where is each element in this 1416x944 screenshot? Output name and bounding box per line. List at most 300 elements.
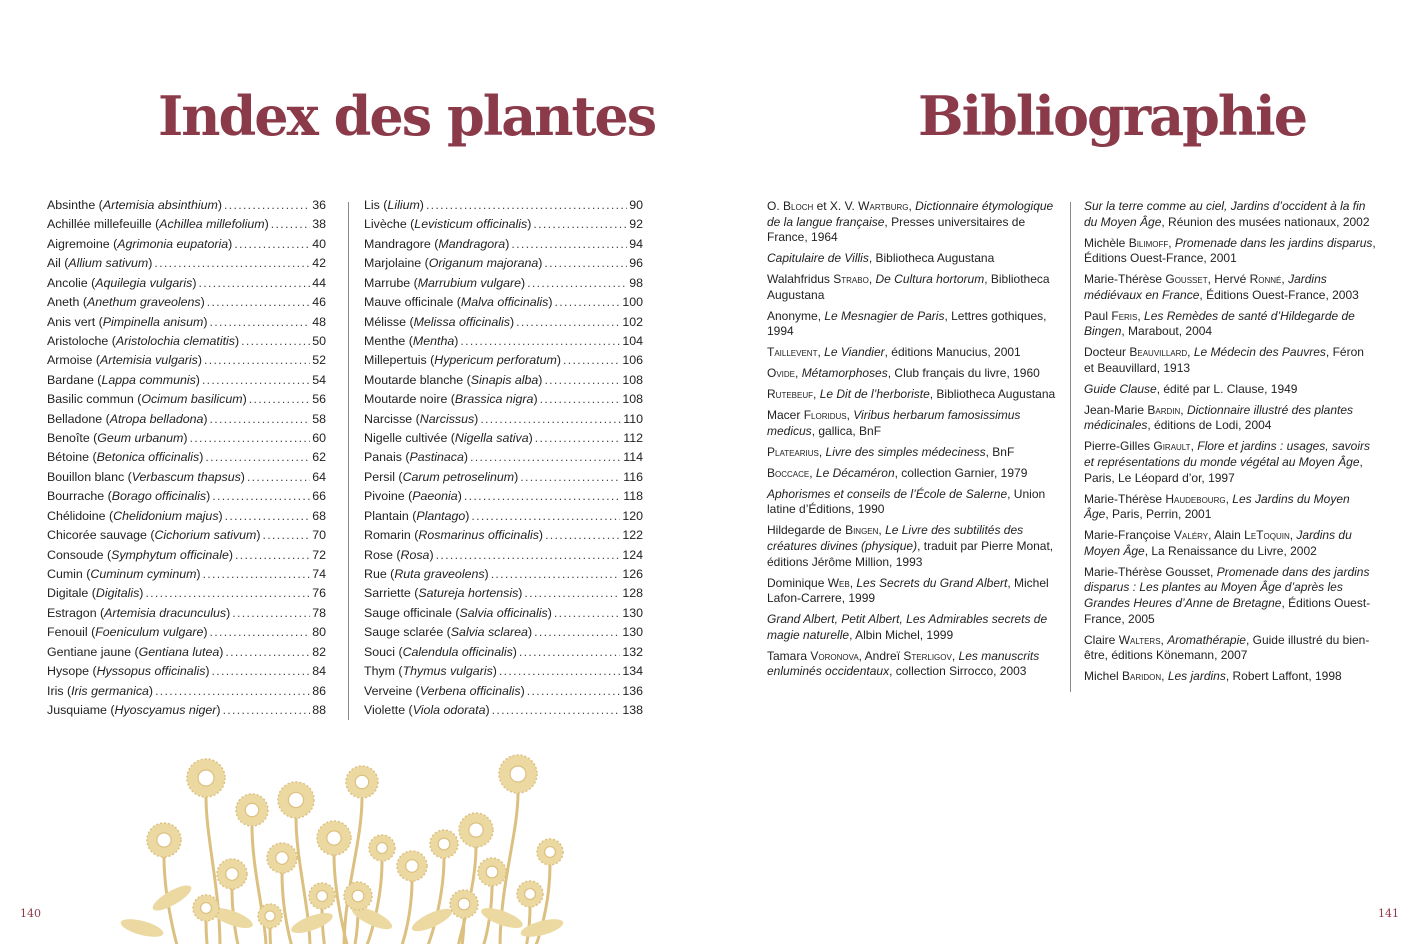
plant-name: Cumin xyxy=(47,567,83,582)
plant-latin-name: Levisticum officinalis xyxy=(414,217,528,232)
dot-leader xyxy=(208,412,311,426)
bibliography-text: Paul xyxy=(1084,308,1112,323)
index-entry: Cumin (Cuminum cyminum) ..... 74 xyxy=(47,567,326,586)
plant-latin-name: Chelidonium majus xyxy=(113,508,219,523)
flower-stem xyxy=(426,858,444,944)
bibliography-entry xyxy=(767,272,1057,303)
bibliography-title-text: Promenade dans des jardins disparus : Les plantes au Moyen Âge d’après les Grandes Heures d’Anne de Bretagne xyxy=(1084,564,1370,610)
index-entry: Rue (Ruta graveolens) ..... 126 xyxy=(364,567,643,586)
dot-leader xyxy=(223,645,310,659)
dot-leader xyxy=(489,567,621,581)
plant-latin-name: Hyssopus officinalis xyxy=(96,664,206,679)
flower-stem xyxy=(282,873,296,944)
plant-latin-name: Mentha xyxy=(412,333,455,348)
index-entry: Sauge sclarée (Salvia sclarea) ..... 130 xyxy=(364,625,643,644)
bibliography-title-text: Aromathérapie xyxy=(1167,632,1246,647)
plant-latin-name: Digitalis xyxy=(95,586,140,601)
dot-leader xyxy=(222,198,310,212)
index-entry: Bétoine (Betonica officinalis) ..... 62 xyxy=(47,450,326,469)
dot-leader xyxy=(517,645,620,659)
plant-name: Anis vert xyxy=(47,314,96,329)
bibliography-text: Michel xyxy=(1084,669,1123,684)
author-name: Rutebeuf xyxy=(767,387,814,402)
bibliography-entry xyxy=(767,199,1057,246)
index-entry: Chicorée sauvage (Cichorium sativum) ..... 70 xyxy=(47,528,326,547)
plant-name: Bardane xyxy=(47,372,94,387)
index-entry: Gentiane jaune (Gentiana lutea) ..... 82 xyxy=(47,645,326,664)
plant-page-number: 36 xyxy=(312,198,326,212)
plant-page-number: 64 xyxy=(312,469,326,484)
dot-leader xyxy=(152,256,310,270)
index-entry: Iris (Iris germanica) ..... 86 xyxy=(47,684,326,703)
plant-name: Benoîte xyxy=(47,431,90,446)
flower-center xyxy=(406,860,419,873)
bibliography-entry xyxy=(1084,272,1376,303)
bibliography-text: , collection Sirrocco, 2003 xyxy=(889,664,1027,679)
author-name: Strabo xyxy=(833,272,869,287)
bibliography-text: , xyxy=(1225,491,1233,506)
bibliography-title-text: Les Secrets du Grand Albert xyxy=(856,575,1008,590)
plant-name: Iris xyxy=(47,683,64,698)
bibliography-title-text: Jardins du Moyen Âge xyxy=(1084,528,1352,558)
dot-leader xyxy=(261,528,311,542)
index-title: Index des plantes xyxy=(158,84,656,148)
bibliography-text: Anonyme, xyxy=(767,308,825,323)
bibliography-entry xyxy=(767,649,1057,680)
dot-leader xyxy=(525,276,627,290)
flower-center xyxy=(201,903,212,914)
plant-page-number: 92 xyxy=(629,217,643,232)
bibliography-text: , éditions de Lodi, 2004 xyxy=(1147,418,1272,433)
leaf xyxy=(289,909,335,937)
dot-leader xyxy=(245,470,310,484)
bibliography-title-text: Jardins médiévaux en France xyxy=(1084,272,1327,302)
author-name: Baridon xyxy=(1122,669,1162,684)
dot-leader xyxy=(509,237,627,251)
plant-latin-name: Iris germanica xyxy=(71,683,149,698)
plant-latin-name: Pimpinella anisum xyxy=(102,314,204,329)
plant-name: Gentiane jaune xyxy=(47,644,132,659)
bibliography-text: , xyxy=(1168,235,1175,250)
plant-page-number: 70 xyxy=(312,528,326,543)
index-column-1 xyxy=(47,198,326,722)
index-entry: Marjolaine (Origanum majorana) ..... 96 xyxy=(364,256,643,275)
leaf xyxy=(119,916,165,941)
plant-latin-name: Melissa officinalis xyxy=(413,314,510,329)
author-name: Web xyxy=(827,575,850,590)
page-number-right: 141 xyxy=(1378,907,1399,920)
plant-page-number: 82 xyxy=(312,644,326,659)
bibliography-entry xyxy=(1084,309,1376,340)
plant-latin-name: Satureja hortensis xyxy=(418,586,519,601)
index-entry: Achillée millefeuille (Achillea millefolium) ..... 38 xyxy=(47,217,326,236)
plant-page-number: 126 xyxy=(622,567,643,582)
flower-stem xyxy=(344,798,362,944)
plant-page-number: 68 xyxy=(312,508,326,523)
dot-leader xyxy=(542,373,620,387)
bibliography-entry xyxy=(767,387,1057,403)
plant-latin-name: Aristolochia clematitis xyxy=(115,333,236,348)
bibliography-title-text: Livre des simples médeciness xyxy=(825,444,986,459)
plant-latin-name: Artemisia vulgaris xyxy=(100,353,198,368)
dot-leader xyxy=(233,548,310,562)
plant-page-number: 72 xyxy=(312,547,326,562)
index-entry: Ail (Allium sativum) ..... 42 xyxy=(47,256,326,275)
bibliography-text: , xyxy=(1137,308,1145,323)
bibliography-title-text: Le Médecin des Pauvres xyxy=(1193,345,1326,360)
bibliography-text: , Albin Michel, 1999 xyxy=(849,627,954,642)
plant-name: Mauve officinale xyxy=(364,295,454,310)
dot-leader xyxy=(469,509,620,523)
bibliography-entry xyxy=(1084,345,1376,376)
bibliography-text: , xyxy=(878,523,886,538)
plant-page-number: 86 xyxy=(312,683,326,698)
bibliography-entry xyxy=(767,408,1057,439)
dot-leader xyxy=(424,198,627,212)
plant-page-number: 40 xyxy=(312,236,326,251)
flower-center xyxy=(469,823,483,837)
plant-latin-name: Ruta graveolens xyxy=(394,567,485,582)
plant-latin-name: Betonica officinalis xyxy=(96,450,200,465)
index-entry: Verveine (Verbena officinalis) ..... 136 xyxy=(364,684,643,703)
bibliography-entry xyxy=(767,612,1057,643)
index-entry: Sarriette (Satureja hortensis) ..... 128 xyxy=(364,586,643,605)
bibliography-entry xyxy=(767,366,1057,382)
plant-name: Mandragore xyxy=(364,236,431,251)
dot-leader xyxy=(247,392,311,406)
dot-leader xyxy=(514,315,620,329)
flower-center xyxy=(510,766,526,782)
bibliography-text: , xyxy=(813,387,820,402)
plant-latin-name: Sinapis alba xyxy=(470,372,539,387)
plant-page-number: 52 xyxy=(312,353,326,368)
bibliography-text: , Paris, Perrin, 2001 xyxy=(1105,507,1212,522)
plant-page-number: 60 xyxy=(312,431,326,446)
bibliography-text: Claire xyxy=(1084,632,1119,647)
plant-name: Souci xyxy=(364,644,395,659)
plant-page-number: 136 xyxy=(622,683,643,698)
plant-latin-name: Anethum graveolens xyxy=(86,295,201,310)
author-name: Taillevent xyxy=(767,345,818,360)
bibliography-title-text: Le Viandier xyxy=(824,345,885,360)
dot-leader xyxy=(223,509,311,523)
bibliography-text: , xyxy=(795,366,802,381)
bibliography-title-text: Le Livre des subtilités des créatures divines (physique) xyxy=(767,523,1024,553)
plant-page-number: 130 xyxy=(622,605,643,620)
flower-center xyxy=(438,838,450,850)
bibliography-text: , Éditions Ouest-France, 2005 xyxy=(1084,595,1371,626)
bibliography-title-text: Viribus herbarum famosissimus medicus xyxy=(767,408,1021,438)
bibliography-text: , xyxy=(868,272,876,287)
plant-page-number: 98 xyxy=(629,275,643,290)
dot-leader xyxy=(462,489,621,503)
plant-name: Bourrache xyxy=(47,489,105,504)
index-entry: Marrube (Marrubium vulgare) ..... 98 xyxy=(364,276,643,295)
plant-latin-name: Lilium xyxy=(387,198,420,212)
index-entry: Livèche (Levisticum officinalis) ..... 92 xyxy=(364,217,643,236)
dot-leader xyxy=(203,450,310,464)
flower-center xyxy=(288,792,303,807)
flower-center xyxy=(226,868,239,881)
bibliography-text: , Marabout, 2004 xyxy=(1121,324,1213,339)
author-name: Walters xyxy=(1118,632,1161,647)
bibliography-text: , Michel Lafon-Carrere, 1999 xyxy=(767,575,1049,606)
dot-leader xyxy=(552,606,620,620)
bibliography-text: , xyxy=(809,465,816,480)
bibliography-column-1 xyxy=(767,199,1057,685)
bibliography-text: , éditions Manucius, 2001 xyxy=(884,345,1021,360)
author-name: Platearius xyxy=(767,444,819,459)
dot-leader xyxy=(230,606,310,620)
yellow-flowers-illustration xyxy=(112,748,572,944)
bibliography-text: , Robert Laffont, 1998 xyxy=(1225,669,1342,684)
bibliography-text: , Guide illustré du bien-être, éditions Könemann, 2007 xyxy=(1084,632,1370,663)
author-name: Sterligov xyxy=(903,648,952,663)
dot-leader xyxy=(497,664,620,678)
index-entry: Belladone (Atropa belladona) ..... 58 xyxy=(47,412,326,431)
flower-center xyxy=(486,866,498,878)
bibliography-text: Docteur xyxy=(1084,345,1130,360)
plant-latin-name: Paeonia xyxy=(412,489,458,504)
flower-center xyxy=(157,833,171,847)
bibliography-text: , Bibliotheca Augustana xyxy=(868,251,995,266)
bibliography-text: , Alain xyxy=(1208,528,1245,543)
bibliography-text: , xyxy=(951,648,959,663)
dot-leader xyxy=(205,295,310,309)
dot-leader xyxy=(531,217,627,231)
plant-page-number: 78 xyxy=(312,605,326,620)
index-entry: Thym (Thymus vulgaris) ..... 134 xyxy=(364,664,643,683)
bibliography-title-text: Grand Albert, Petit Albert, Les Admirables secrets de magie naturelle xyxy=(767,612,1048,642)
plant-latin-name: Achillea millefolium xyxy=(159,217,265,232)
index-entry: Basilic commun (Ocimum basilicum) ..... 56 xyxy=(47,392,326,411)
author-name: LeToquin xyxy=(1244,528,1290,543)
plant-page-number: 80 xyxy=(312,625,326,640)
plant-latin-name: Calendula officinalis xyxy=(402,644,513,659)
index-entry: Benoîte (Geum urbanum) ..... 60 xyxy=(47,431,326,450)
bibliography-title-text: Sur la terre comme au ciel, Jardins d’occident à la fin du Moyen Âge xyxy=(1084,199,1366,229)
plant-page-number: 108 xyxy=(622,392,643,407)
plant-latin-name: Borago officinalis xyxy=(111,489,207,504)
plant-name: Belladone xyxy=(47,411,103,426)
plant-latin-name: Geum urbanum xyxy=(97,431,184,446)
index-entry: Romarin (Rosmarinus officinalis) ..... 122 xyxy=(364,528,643,547)
plant-page-number: 54 xyxy=(312,372,326,387)
bibliography-entry xyxy=(767,309,1057,340)
bibliography-text: , Féron et Beauvillard, 1913 xyxy=(1084,345,1364,375)
bibliography-title-text: Guide Clause xyxy=(1084,381,1157,396)
bibliography-title-text: Métamorphoses xyxy=(801,366,888,381)
plant-name: Armoise xyxy=(47,353,93,368)
author-name: Valéry xyxy=(1174,528,1209,543)
dot-leader xyxy=(153,684,310,698)
plant-name: Consoude xyxy=(47,547,104,562)
dot-leader xyxy=(478,412,621,426)
author-name: Voronova xyxy=(810,648,859,663)
plant-page-number: 84 xyxy=(312,664,326,679)
flower-center xyxy=(525,889,536,900)
plant-latin-name: Carum petroselinum xyxy=(402,469,515,484)
plant-page-number: 134 xyxy=(622,664,643,679)
dot-leader xyxy=(533,431,621,445)
index-entry: Consoude (Symphytum officinale) ..... 72 xyxy=(47,548,326,567)
plant-page-number: 138 xyxy=(622,702,643,717)
plant-name: Digitale xyxy=(47,586,89,601)
author-name: Haudebourg xyxy=(1165,491,1226,506)
plant-latin-name: Atropa belladona xyxy=(109,411,204,426)
bibliography-text: Marie-Thérèse Gousset, xyxy=(1084,564,1217,579)
bibliography-entry xyxy=(1084,492,1376,523)
bibliography-entry xyxy=(1084,669,1376,685)
plant-latin-name: Hypericum perforatum xyxy=(434,353,557,368)
bibliography-text: , xyxy=(1187,345,1194,360)
author-name: Feris xyxy=(1111,308,1138,323)
flower-stem xyxy=(270,928,284,944)
plant-name: Narcisse xyxy=(364,411,413,426)
plant-page-number: 114 xyxy=(623,450,643,465)
bibliography-entry xyxy=(1084,439,1376,486)
plant-latin-name: Lappa communis xyxy=(101,372,196,387)
bibliography-title-text: Le Dit de l’herboriste xyxy=(819,387,930,402)
plant-latin-name: Foeniculum vulgare xyxy=(95,625,204,640)
author-name: Gousset xyxy=(1165,272,1208,287)
bibliography-entry xyxy=(1084,403,1376,434)
bibliography-text: , xyxy=(849,575,857,590)
bibliography-entry xyxy=(767,251,1057,267)
bibliography-text: , Presses universitaires de France, 1964 xyxy=(767,214,1026,245)
plant-page-number: 44 xyxy=(312,275,326,290)
author-name: Boccace xyxy=(767,465,810,480)
bibliography-text: , Hervé xyxy=(1207,272,1250,287)
bibliography-text: , Lettres gothiques, 1994 xyxy=(767,308,1047,339)
dot-leader xyxy=(468,450,621,464)
plant-name: Moutarde blanche xyxy=(364,372,464,387)
plant-page-number: 118 xyxy=(623,489,643,504)
bibliography-text: , Paris, Le Léopard d’or, 1997 xyxy=(1084,455,1363,485)
bibliography-title-text: Capitulaire de Villis xyxy=(767,251,869,266)
flower-center xyxy=(327,831,341,845)
plant-name: Plantain xyxy=(364,508,409,523)
plant-name: Aneth xyxy=(47,295,80,310)
plant-page-number: 90 xyxy=(629,198,643,212)
plant-latin-name: Verbascum thapsus xyxy=(131,469,241,484)
plant-page-number: 120 xyxy=(622,508,643,523)
index-entry: Absinthe (Artemisia absinthium) ..... 36 xyxy=(47,198,326,217)
index-entry: Moutarde blanche (Sinapis alba) ..... 108 xyxy=(364,373,643,392)
bibliography-title: Bibliographie xyxy=(918,84,1307,148)
index-entry: Ancolie (Aquilegia vulgaris) ..... 44 xyxy=(47,276,326,295)
bibliography-title-text: Dictionnaire étymologique de la langue française xyxy=(767,199,1054,229)
plant-name: Ancolie xyxy=(47,275,88,290)
index-entry: Mauve officinale (Malva officinalis) ..... 100 xyxy=(364,295,643,314)
plant-latin-name: Plantago xyxy=(416,508,466,523)
plant-name: Moutarde noire xyxy=(364,392,448,407)
bibliography-title-text: Promenade dans les jardins disparus xyxy=(1174,235,1373,250)
dot-leader xyxy=(210,489,310,503)
plant-latin-name: Ocimum basilicum xyxy=(141,392,243,407)
bibliography-entry xyxy=(1084,199,1376,230)
index-entry: Narcisse (Narcissus) ..... 110 xyxy=(364,412,643,431)
bibliography-text: Dominique xyxy=(767,575,828,590)
index-entry: Pivoine (Paeonia) ..... 118 xyxy=(364,489,643,508)
bibliography-text: , xyxy=(818,444,826,459)
plant-latin-name: Cuminum cyminum xyxy=(90,567,197,582)
bibliography-entry xyxy=(1084,565,1376,627)
plant-name: Marrube xyxy=(364,275,411,290)
dot-leader xyxy=(538,392,621,406)
author-name: Bilimoff xyxy=(1128,235,1169,250)
plant-page-number: 76 xyxy=(312,586,326,601)
plant-name: Jusquiame xyxy=(47,702,107,717)
dot-leader xyxy=(553,295,621,309)
plant-name: Aigremoine xyxy=(47,236,110,251)
plant-latin-name: Verbena officinalis xyxy=(419,683,521,698)
author-name: Beauvillard xyxy=(1129,345,1188,360)
bibliography-text: Pierre-Gilles xyxy=(1084,439,1154,454)
bibliography-text: Walahfridus xyxy=(767,272,834,287)
plant-name: Sauge sclarée xyxy=(364,625,444,640)
plant-name: Lis xyxy=(364,198,380,212)
index-entry: Violette (Viola odorata) ..... 138 xyxy=(364,703,643,722)
index-entry: Armoise (Artemisia vulgaris) ..... 52 xyxy=(47,353,326,372)
plant-page-number: 58 xyxy=(312,411,326,426)
right-page xyxy=(708,0,1416,944)
plant-latin-name: Narcissus xyxy=(419,411,475,426)
plant-page-number: 88 xyxy=(312,702,326,717)
plant-page-number: 104 xyxy=(622,333,643,348)
plant-latin-name: Cichorium sativum xyxy=(154,528,257,543)
bibliography-text: Tamara xyxy=(767,648,811,663)
flower-center xyxy=(245,803,258,816)
plant-page-number: 96 xyxy=(629,256,643,271)
flower-center xyxy=(317,891,328,902)
bibliography-text: , xyxy=(846,408,854,423)
dot-leader xyxy=(202,353,310,367)
plant-name: Pivoine xyxy=(364,489,405,504)
bibliography-text: , BnF xyxy=(985,444,1015,459)
plant-latin-name: Aquilegia vulgaris xyxy=(95,275,193,290)
plant-page-number: 38 xyxy=(312,217,326,232)
plant-page-number: 106 xyxy=(622,353,643,368)
index-entry: Bouillon blanc (Verbascum thapsus) ..... 64 xyxy=(47,470,326,489)
bibliography-text: , Bibliotheca Augustana xyxy=(767,272,1050,302)
bibliography-title-text: Flore et jardins : usages, savoirs et représentations du monde végétal au Moyen Âge xyxy=(1084,439,1370,470)
plant-page-number: 48 xyxy=(312,314,326,329)
index-entry: Hysope (Hyssopus officinalis) ..... 84 xyxy=(47,664,326,683)
plant-latin-name: Malva officinalis xyxy=(460,295,549,310)
plant-name: Sauge officinale xyxy=(364,605,452,620)
index-entry: Aneth (Anethum graveolens) ..... 46 xyxy=(47,295,326,314)
bibliography-text: Jean-Marie xyxy=(1084,402,1148,417)
index-column-2 xyxy=(364,198,643,722)
dot-leader xyxy=(518,470,621,484)
plant-name: Basilic commun xyxy=(47,392,134,407)
bibliography-entry xyxy=(767,487,1057,518)
bibliography-text: , gallica, BnF xyxy=(811,423,882,438)
index-entry: Plantain (Plantago) ..... 120 xyxy=(364,509,643,528)
plant-latin-name: Mandragora xyxy=(438,236,506,251)
plant-latin-name: Rosmarinus officinalis xyxy=(418,528,539,543)
plant-page-number: 112 xyxy=(623,431,643,446)
plant-name: Livèche xyxy=(364,217,407,232)
dot-leader xyxy=(532,625,620,639)
dot-leader xyxy=(522,586,620,600)
plant-page-number: 50 xyxy=(312,333,326,348)
index-entry: Souci (Calendula officinalis) ..... 132 xyxy=(364,645,643,664)
plant-latin-name: Artemisia dracunculus xyxy=(104,605,227,620)
bibliography-text: , xyxy=(908,199,916,213)
bibliography-text: , xyxy=(1281,272,1289,287)
